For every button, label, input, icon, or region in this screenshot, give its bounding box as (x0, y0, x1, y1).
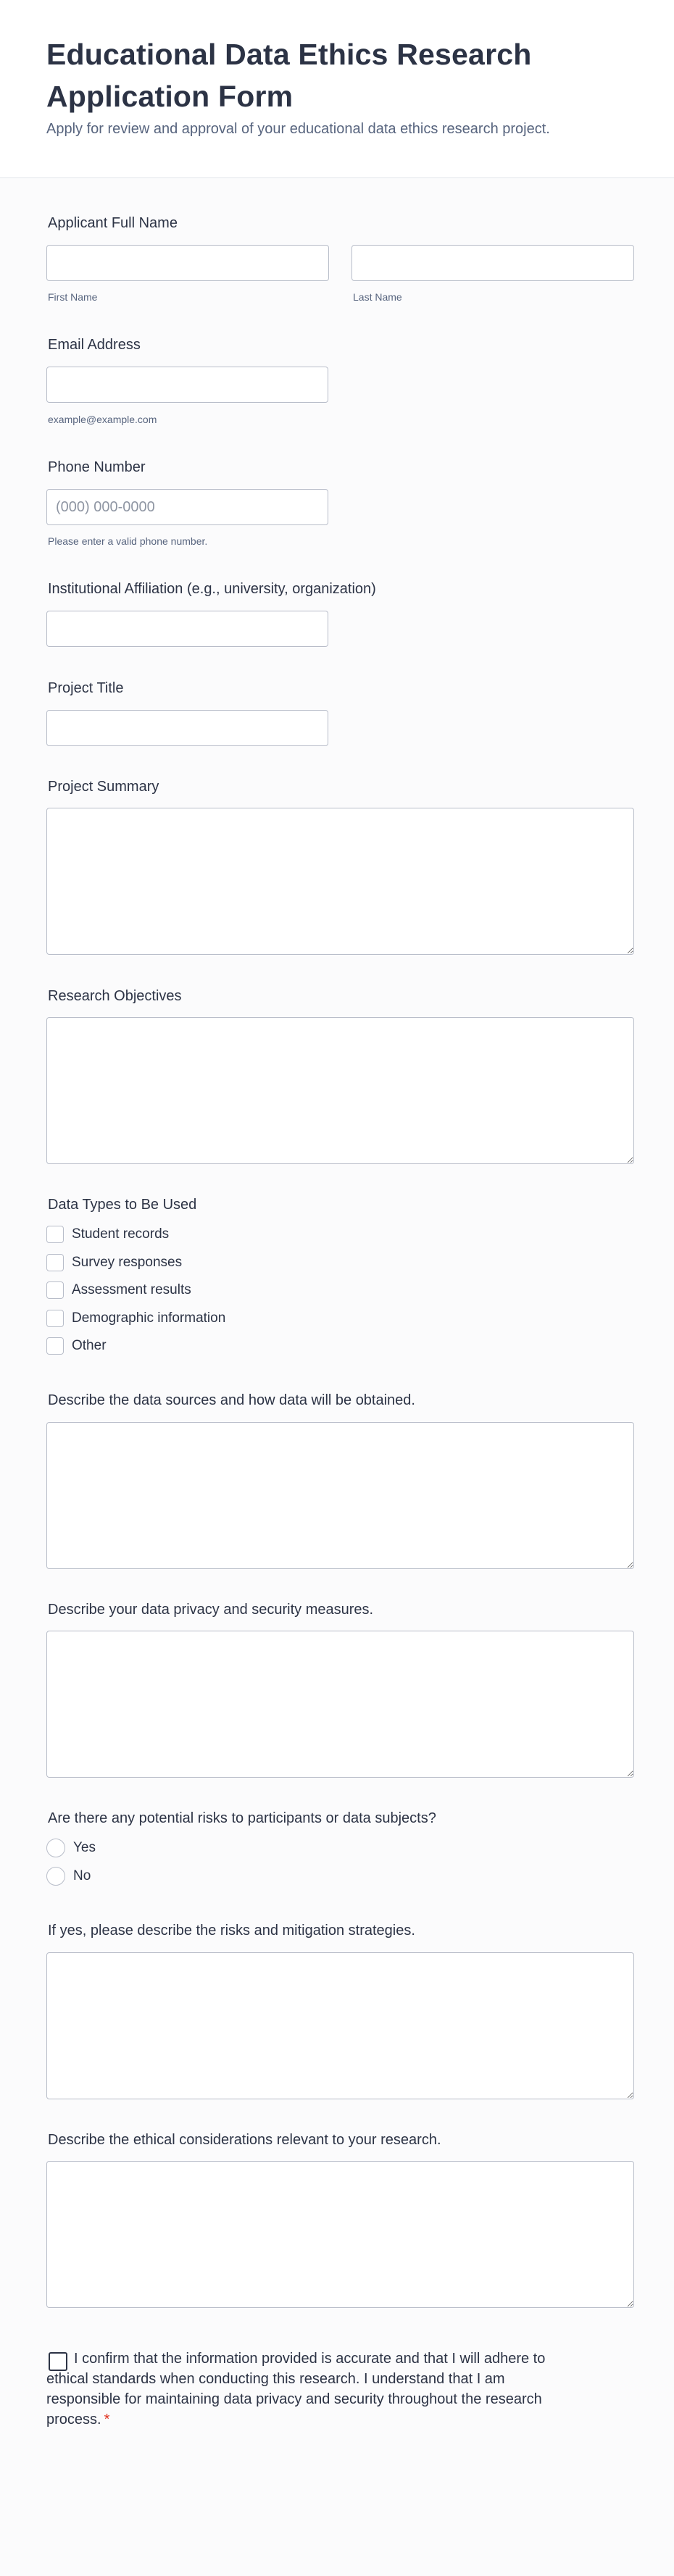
phone-sublabel: Please enter a valid phone number. (48, 535, 208, 547)
data-sources-label: Describe the data sources and how data will be obtained. (48, 1392, 415, 1408)
project-title-input[interactable] (46, 710, 328, 746)
ethics-textarea[interactable] (46, 2161, 634, 2308)
research-objectives-textarea[interactable] (46, 1017, 634, 1164)
project-summary-label: Project Summary (48, 779, 159, 795)
mitigation-textarea[interactable] (46, 1952, 634, 2099)
required-asterisk: * (104, 2412, 110, 2427)
data-type-option-label: Demographic information (72, 1310, 226, 1326)
data-type-option[interactable] (46, 1224, 169, 1245)
form-title: Educational Data Ethics Research Application Form (46, 38, 532, 113)
risk-option-label: Yes (73, 1840, 96, 1855)
risk-option-label: No (73, 1868, 91, 1883)
radio-button[interactable] (46, 1839, 65, 1857)
data-type-option[interactable] (46, 1336, 107, 1356)
affiliation-label: Institutional Affiliation (e.g., university, organization) (48, 581, 376, 597)
last-name-input[interactable] (351, 245, 634, 281)
privacy-label: Describe your data privacy and security measures. (48, 1602, 374, 1618)
checkbox[interactable] (46, 1310, 64, 1327)
risk-option-yes[interactable] (46, 1838, 96, 1858)
form-header (0, 0, 674, 178)
phone-input[interactable] (46, 489, 328, 525)
full-name-label: Applicant Full Name (48, 215, 178, 231)
data-type-option[interactable] (46, 1253, 182, 1273)
confirm-statement (46, 2349, 568, 2430)
email-sublabel: example@example.com (48, 414, 157, 425)
phone-label: Phone Number (48, 459, 146, 475)
data-type-option-label: Student records (72, 1226, 170, 1242)
data-type-option-label: Other (72, 1338, 107, 1353)
first-name-sublabel: First Name (48, 291, 98, 303)
data-type-option[interactable] (46, 1308, 225, 1329)
data-type-option[interactable] (46, 1280, 191, 1300)
risks-label: Are there any potential risks to participants or data subjects? (48, 1810, 436, 1826)
privacy-textarea[interactable] (46, 1631, 634, 1778)
checkbox[interactable] (46, 1226, 64, 1243)
checkbox[interactable] (46, 1254, 64, 1271)
email-label: Email Address (48, 337, 141, 353)
project-summary-textarea[interactable] (46, 808, 634, 955)
data-type-option-label: Survey responses (72, 1255, 183, 1270)
risk-option-no[interactable] (46, 1866, 91, 1886)
data-type-option-label: Assessment results (72, 1282, 191, 1297)
first-name-input[interactable] (46, 245, 329, 281)
email-input[interactable] (46, 367, 328, 403)
research-objectives-label: Research Objectives (48, 988, 182, 1004)
project-title-label: Project Title (48, 680, 124, 696)
checkbox[interactable] (46, 1337, 64, 1355)
radio-button[interactable] (46, 1867, 65, 1886)
confirm-text: I confirm that the information provided is accurate and that I will adhere to ethical standards when conducting this research. I understand that I am responsible for maintaining data privacy and security throughout the research process. (46, 2351, 546, 2427)
checkbox[interactable] (46, 1281, 64, 1299)
last-name-sublabel: Last Name (353, 291, 402, 303)
data-types-label: Data Types to Be Used (48, 1197, 197, 1213)
form-subtitle: Apply for review and approval of your educational data ethics research project. (46, 121, 550, 137)
data-sources-textarea[interactable] (46, 1422, 634, 1569)
ethics-label: Describe the ethical considerations relevant to your research. (48, 2132, 441, 2148)
affiliation-input[interactable] (46, 611, 328, 647)
mitigation-label: If yes, please describe the risks and mitigation strategies. (48, 1923, 415, 1939)
